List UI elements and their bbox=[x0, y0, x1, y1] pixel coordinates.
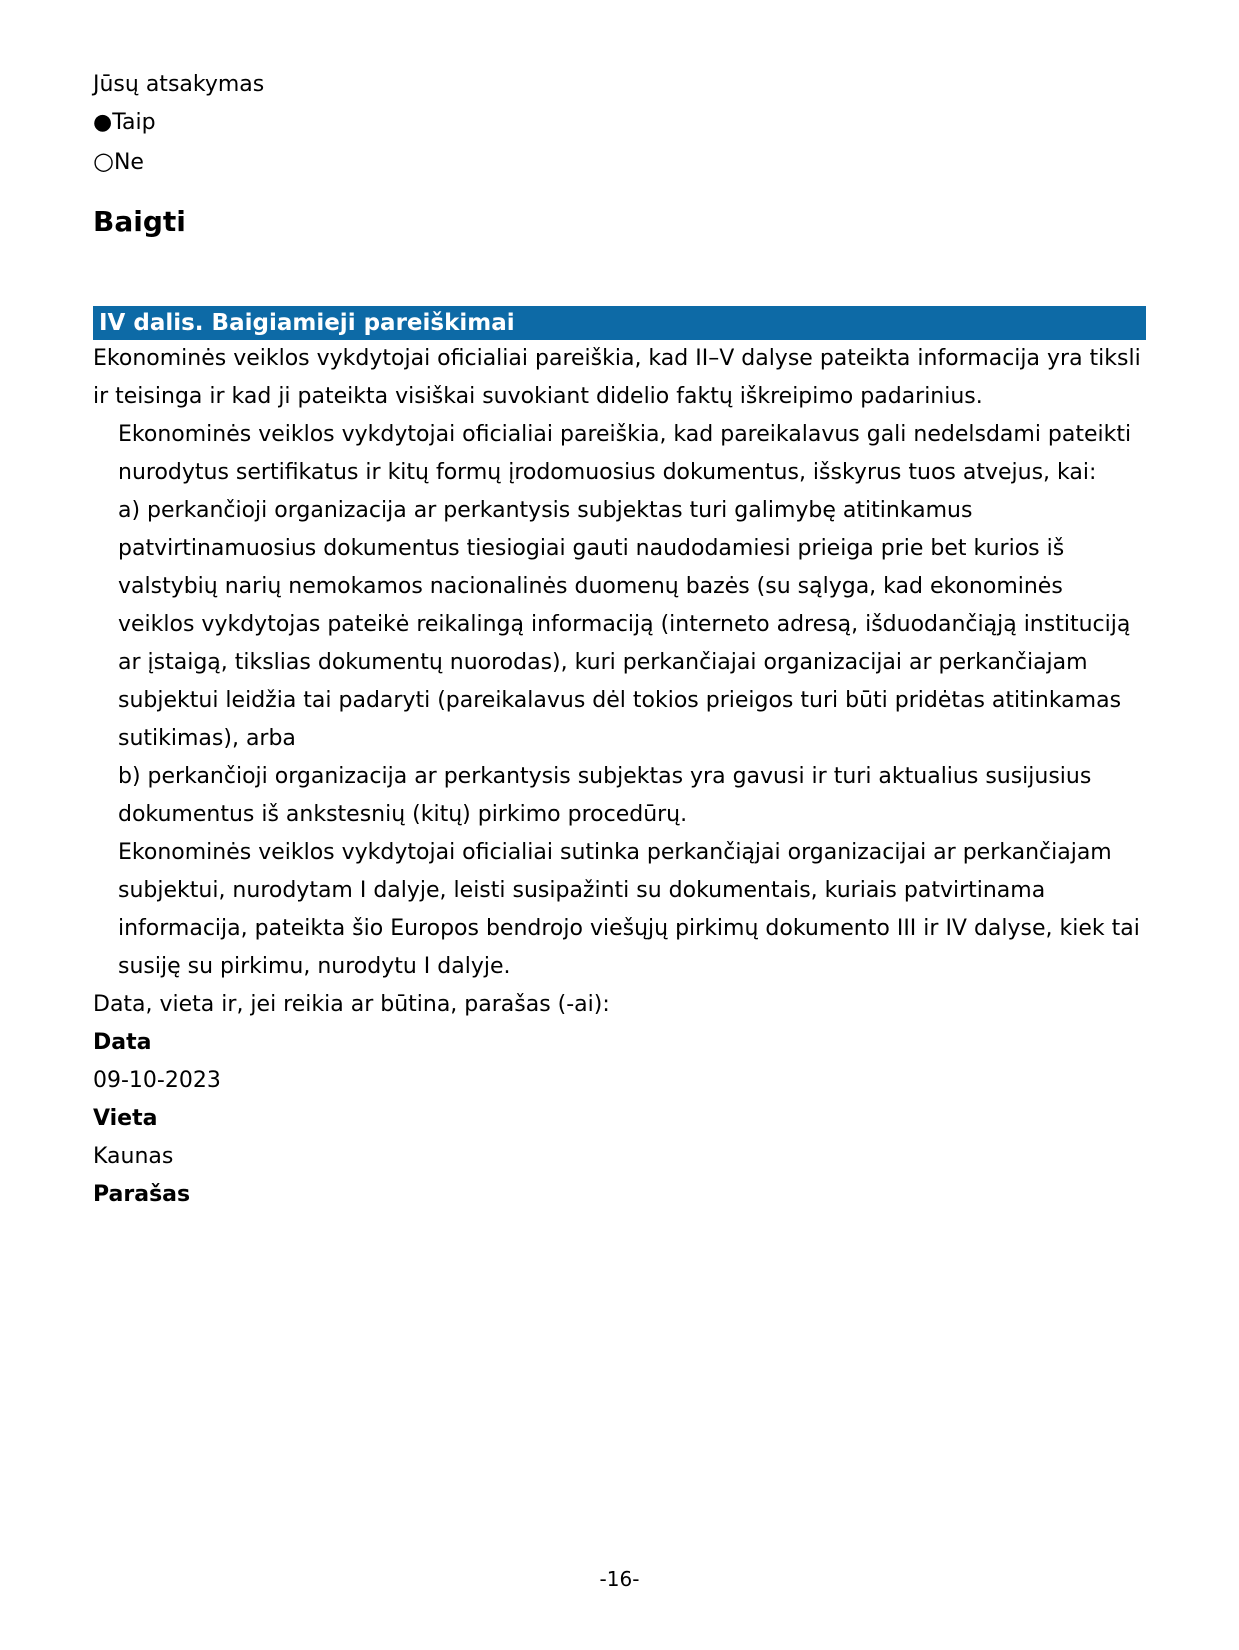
your-answer-label: Jūsų atsakymas bbox=[93, 72, 265, 97]
radio-selected-icon: ● bbox=[93, 110, 113, 135]
date-field-value: 09-10-2023 bbox=[93, 1068, 221, 1093]
signature-field-label: Parašas bbox=[93, 1182, 191, 1207]
declaration-paragraph-2: Ekonominės veiklos vykdytojai oficialiai pareiškia, kad pareikalavus gali nedelsdami pateikti nurodytus sertifikatus ir kitų formų įrodomuosius dokumentus, išskyrus tuos atvejus, kai: bbox=[118, 422, 1132, 485]
declaration-paragraph-1: Ekonominės veiklos vykdytojai oficialiai pareiškia, kad II–V dalyse pateikta informacija yra tiksli ir teisinga ir kad ji pateikta visiškai suvokiant didelio faktų iškreipimo padarinius. bbox=[93, 346, 1141, 409]
section-header-part-iv bbox=[93, 306, 1146, 340]
date-field-label: Data bbox=[93, 1030, 152, 1055]
declaration-paragraph-b: b) perkančioji organizacija ar perkantysis subjektas yra gavusi ir turi aktualius susijusius dokumentus iš ankstesnių (kitų) pirkimo procedūrų. bbox=[118, 764, 1092, 827]
consent-paragraph: Ekonominės veiklos vykdytojai oficialiai sutinka perkančiąjai organizacijai ar perkančiajam subjektui, nurodytam I dalyje, leisti susipažinti su dokumentais, kuriais patvirtinama informacija, pateikta šio Europos bendrojo viešųjų pirkimų dokumento III ir IV dalyse, kiek tai susiję su pirkimu, nurodytu I dalyje. bbox=[118, 840, 1140, 979]
radio-option-ne-label: Ne bbox=[113, 150, 144, 175]
page-number: -16- bbox=[599, 1567, 640, 1591]
signature-intro: Data, vieta ir, jei reikia ar būtina, parašas (-ai): bbox=[93, 992, 610, 1017]
place-field-value: Kaunas bbox=[93, 1144, 174, 1169]
radio-option-ne[interactable] bbox=[93, 142, 1146, 182]
radio-option-taip[interactable] bbox=[93, 104, 1146, 142]
section-title: IV dalis. Baigiamieji pareiškimai bbox=[99, 310, 515, 336]
radio-option-taip-label: Taip bbox=[112, 110, 156, 135]
radio-unselected-icon: ○ bbox=[93, 147, 114, 175]
declaration-paragraph-a: a) perkančioji organizacija ar perkantysis subjektas turi galimybę atitinkamus patvirtinamuosius dokumentus tiesiogiai gauti naudodamiesi prieiga prie bet kurios iš valstybių narių nemokamos nacionalinės duomenų bazės (su sąlyga, kad ekonominės veiklos vykdytojas pateikė reikalingą informaciją (interneto adresą, išduodančiąją instituciją ar įstaigą, tikslias dokumentų nuorodas), kuri perkančiajai organizacijai ar perkančiajam subjektui leidžia tai padaryti (pareikalavus dėl tokios prieigos turi būti pridėtas atitinkamas sutikimas), arba bbox=[118, 498, 1131, 751]
finish-heading: Baigti bbox=[93, 205, 186, 238]
place-field-label: Vieta bbox=[93, 1106, 158, 1131]
